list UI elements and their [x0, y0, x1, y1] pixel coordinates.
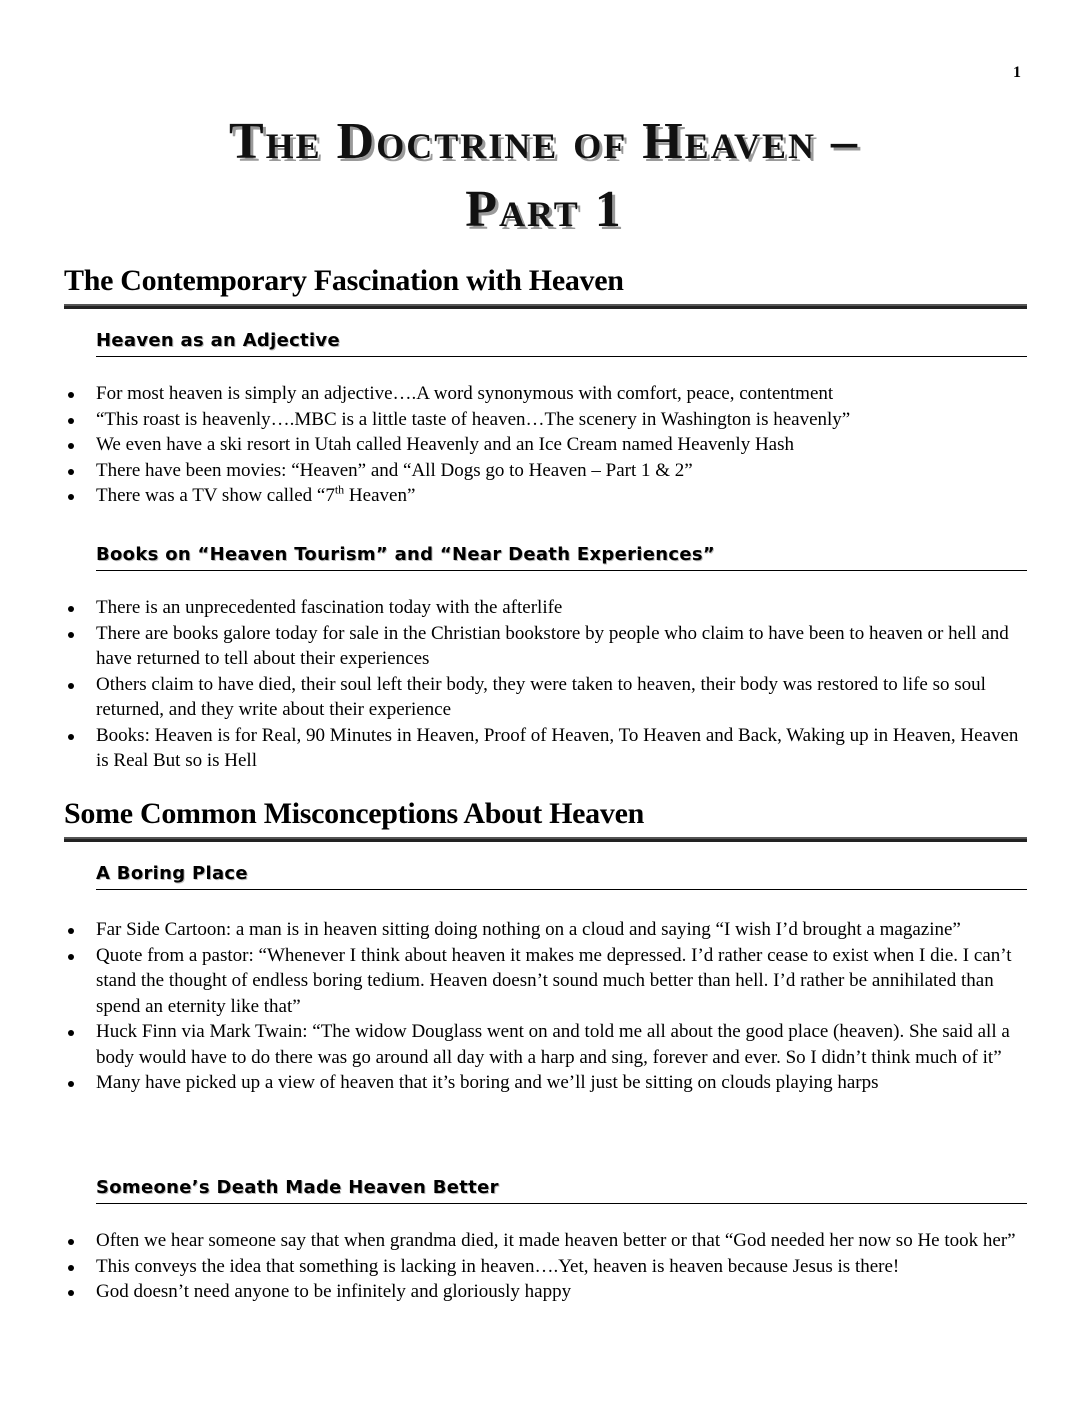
list-item-text: We even have a ski resort in Utah called Heavenly and an Ice Cream named Heavenly Hash: [96, 434, 795, 455]
list-item-text: Often we hear someone say that when grandma died, it made heaven better or that “God needed her now so He took her”: [96, 1230, 1016, 1251]
page-number: 1: [1013, 64, 1021, 81]
bullet-icon: [68, 1265, 74, 1271]
subsection-heading: [96, 544, 1027, 571]
list-item: [64, 1070, 1024, 1096]
bullet-icon: [68, 683, 74, 689]
bullet-icon: [68, 1239, 74, 1245]
bullet-icon: [68, 418, 74, 424]
list-item-text: There are books galore today for sale in the Christian bookstore by people who claim to have been to heaven or hell and have returned to tell about their experiences: [96, 622, 1009, 669]
list-item: [64, 458, 1024, 484]
list-item-text: Many have picked up a view of heaven that it’s boring and we’ll just be sitting on clouds playing harps: [96, 1072, 879, 1093]
bullet-icon: [68, 632, 74, 638]
bullet-icon: [68, 734, 74, 740]
subsection-heading: [96, 863, 1027, 890]
subsection-rule: [96, 570, 1027, 571]
subsection-rule: [96, 1203, 1027, 1204]
ordinal-suffix: th: [334, 482, 345, 497]
list-item: [64, 483, 1024, 509]
list-item: [64, 1279, 1024, 1305]
bullet-list: [64, 917, 1024, 1096]
bullet-list: [64, 1228, 1024, 1305]
section-rule: [64, 304, 1027, 309]
bullet-icon: [68, 392, 74, 398]
list-item: [64, 917, 1024, 943]
list-item: [64, 1019, 1024, 1070]
list-item-text: Far Side Cartoon: a man is in heaven sitting doing nothing on a cloud and saying “I wish I’d brought a magazine”: [96, 919, 961, 940]
subsection-heading: [96, 330, 1027, 357]
bullet-icon: [68, 954, 74, 960]
document-title: [0, 108, 1088, 244]
document-title-line-1: The Doctrine of Heaven –: [228, 113, 860, 170]
bullet-icon: [68, 1290, 74, 1296]
subsection-title: Someone’s Death Made Heaven Better: [96, 1177, 499, 1198]
subsection-title: Heaven as an Adjective: [96, 330, 340, 351]
list-item: [64, 723, 1024, 774]
subsection-heading: [96, 1177, 1027, 1204]
subsection-title: Books on “Heaven Tourism” and “Near Death Experiences”: [96, 544, 715, 565]
section-heading: [64, 264, 1027, 309]
list-item-text: There is an unprecedented fascination today with the afterlife: [96, 597, 563, 618]
list-item: [64, 595, 1024, 621]
bullet-icon: [68, 928, 74, 934]
list-item: [64, 381, 1024, 407]
list-item: [64, 672, 1024, 723]
bullet-list: [64, 381, 1024, 509]
list-item: [64, 621, 1024, 672]
bullet-icon: [68, 494, 74, 500]
list-item-text: There was a TV show called “7th Heaven”: [96, 482, 416, 506]
subsection-rule: [96, 356, 1027, 357]
list-item-text: God doesn’t need anyone to be infinitely and gloriously happy: [96, 1281, 572, 1302]
list-item-text: “This roast is heavenly….MBC is a little taste of heaven…The scenery in Washington is heavenly”: [96, 408, 851, 430]
list-item-text: Huck Finn via Mark Twain: “The widow Douglass went on and told me all about the good place (heaven). She said all a body would have to do there was go around all day with a harp and sing, forever and ever. So I didn’t think much of it”: [96, 1021, 1010, 1068]
list-item: [64, 1228, 1024, 1254]
list-item-text: Others claim to have died, their soul left their body, they were taken to heaven, their body was restored to life so soul returned, and they write about their experience: [96, 673, 986, 720]
list-item-text: For most heaven is simply an adjective….A word synonymous with comfort, peace, contentment: [96, 383, 834, 404]
list-item-text: Books: Heaven is for Real, 90 Minutes in Heaven, Proof of Heaven, To Heaven and Back, Waking up in Heaven, Heaven is Real But so is Hell: [96, 724, 1019, 771]
subsection-title: A Boring Place: [96, 863, 248, 884]
list-item-text: There have been movies: “Heaven” and “All Dogs go to Heaven – Part 1 & 2”: [96, 459, 693, 481]
bullet-list: [64, 595, 1024, 774]
list-item: [64, 943, 1024, 1020]
document-title-line-2: Part 1: [465, 181, 623, 238]
bullet-icon: [68, 469, 74, 475]
list-item: [64, 1254, 1024, 1280]
list-item: [64, 432, 1024, 458]
section-rule: [64, 837, 1027, 842]
section-title: The Contemporary Fascination with Heaven: [64, 264, 624, 297]
list-item-text: Quote from a pastor: “Whenever I think about heaven it makes me depressed. I’d rather cease to exist when I die. I can’t stand the thought of endless boring tedium. Heaven doesn’t sound much better than hell. I’d rather be annihilated than spend an eternity like that”: [96, 944, 1012, 1017]
list-item: [64, 407, 1024, 433]
section-title: Some Common Misconceptions About Heaven: [64, 797, 644, 830]
section-heading: [64, 797, 1027, 842]
bullet-icon: [68, 606, 74, 612]
bullet-icon: [68, 1030, 74, 1036]
list-item-text: This conveys the idea that something is lacking in heaven….Yet, heaven is heaven because Jesus is there!: [96, 1255, 900, 1277]
subsection-rule: [96, 889, 1027, 890]
bullet-icon: [68, 1081, 74, 1087]
bullet-icon: [68, 443, 74, 449]
